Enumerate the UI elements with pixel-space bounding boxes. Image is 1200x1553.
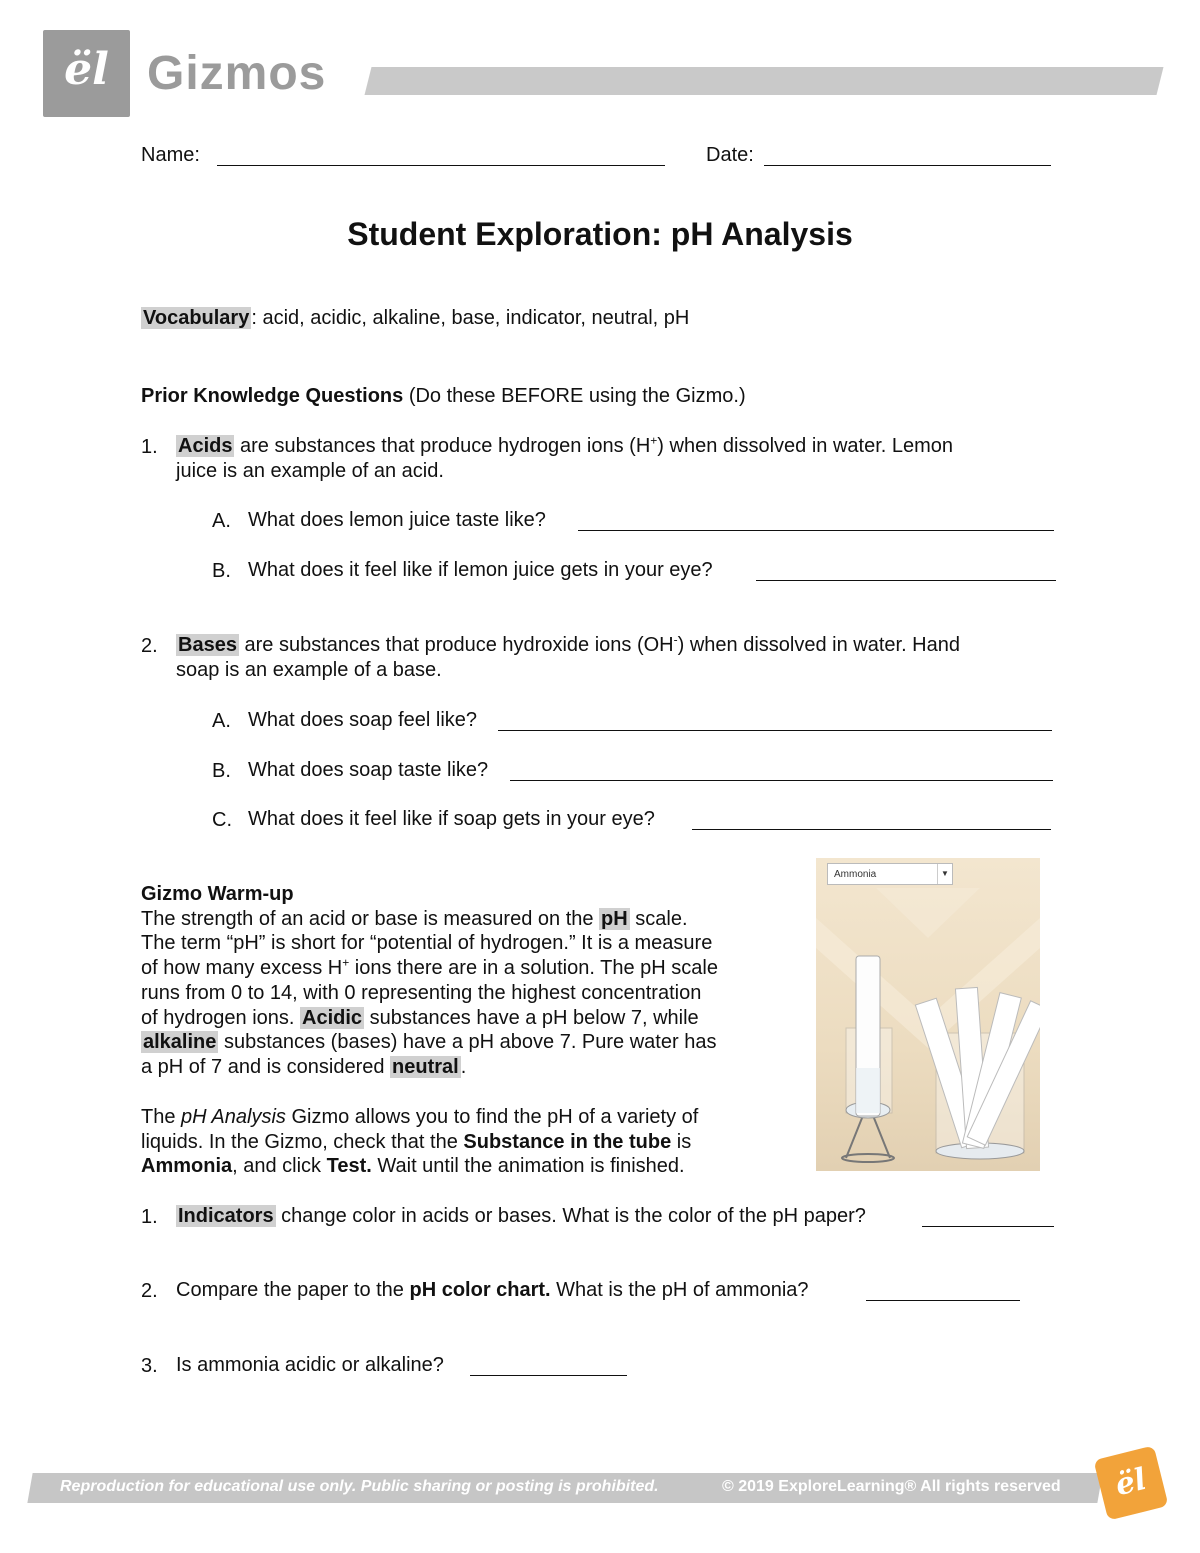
p2-l1b: Gizmo allows you to find the pH of a variety of [285, 1106, 699, 1128]
answer-field[interactable] [498, 710, 1052, 731]
p1-l7a: a pH of 7 and is considered [141, 1055, 391, 1078]
footer-notice: Reproduction for educational use only. Public sharing or posting is prohibited. [60, 1478, 659, 1495]
q1b-text: What does it feel like if lemon juice gets in your eye? [248, 559, 713, 581]
brand-name: Gizmos [147, 47, 327, 100]
date-field[interactable] [764, 145, 1051, 166]
answer-field[interactable] [470, 1355, 627, 1376]
answer-field[interactable] [692, 809, 1051, 830]
q2a-text: What does soap feel like? [248, 709, 478, 731]
warmup-paragraph-1 [141, 882, 718, 1080]
q1-line2: juice is an example of an acid. [176, 460, 444, 482]
p1-l2: The term “pH” is short for “potential of hydrogen.” It is a measure [141, 932, 713, 955]
sub-letter: B. [212, 560, 231, 582]
p1-l5b: substances have a pH below 7, while [364, 1006, 699, 1029]
q2-line2: soap is an example of a base. [176, 659, 442, 681]
q1-sup: + [650, 433, 658, 448]
p2-l1a: The [141, 1106, 182, 1128]
p1-l6b: substances (bases) have a pH above 7. Pure water has [218, 1031, 717, 1054]
explorelearning-logo-icon [1093, 1445, 1168, 1520]
warmup-heading: Gizmo Warm-up [141, 883, 294, 905]
sub-letter: C. [212, 809, 232, 831]
chevron-down-icon: ▼ [937, 864, 952, 884]
term-ph: pH [601, 907, 628, 930]
page-title: Student Exploration: pH Analysis [347, 216, 853, 252]
wq2-pre: Compare the paper to the [176, 1279, 410, 1301]
q2-sup: - [673, 632, 678, 647]
question-2-text [176, 633, 960, 683]
p2-l3a: , and click [232, 1155, 327, 1178]
sub-letter: A. [212, 710, 231, 732]
warmup-q2-text [176, 1278, 809, 1303]
q2-text-a: are substances that produce hydroxide ions (OH [238, 634, 674, 656]
vocabulary-label: Vocabulary [143, 307, 250, 329]
prior-note: (Do these BEFORE using the Gizmo.) [403, 385, 746, 407]
p1-l3b: ions there are in a solution. The pH scale [349, 957, 718, 980]
term-neutral: neutral [392, 1055, 459, 1078]
footer-copyright: © 2019 ExploreLearning® All rights reserved [722, 1478, 1061, 1495]
term-indicators: Indicators [178, 1205, 274, 1227]
vocabulary-terms: : acid, acidic, alkaline, base, indicator, neutral, pH [251, 307, 690, 329]
wq2-text: What is the pH of ammonia? [550, 1279, 809, 1301]
prior-heading-text: Prior Knowledge Questions [141, 385, 404, 407]
question-number: 1. [141, 436, 158, 458]
p2-italic: pH Analysis [181, 1106, 286, 1128]
footer-logo-glyph: ël [1111, 1461, 1150, 1504]
term-bases: Bases [178, 634, 237, 656]
question-number: 1. [141, 1206, 158, 1228]
p1-l3a: of how many excess H [141, 957, 343, 980]
warmup-paragraph-2 [141, 1105, 698, 1179]
answer-field[interactable] [922, 1206, 1054, 1227]
prior-knowledge-heading [141, 385, 746, 408]
sub-letter: A. [212, 510, 231, 532]
header-bar [365, 67, 1164, 95]
gizmos-logo [43, 30, 130, 117]
p1-l7b: . [460, 1055, 467, 1078]
name-label: Name: [141, 144, 200, 166]
wq2-bold: pH color chart. [409, 1279, 551, 1301]
question-1-text [176, 434, 953, 484]
p2-l3b: Wait until the animation is finished. [371, 1155, 685, 1178]
q1-text-b: ) when dissolved in water. Lemon [657, 435, 954, 457]
q2b-text: What does soap taste like? [248, 759, 489, 781]
p1-l1a: The strength of an acid or base is measured on the [141, 907, 600, 930]
p1-l5a: of hydrogen ions. [141, 1006, 300, 1029]
substance-select-value: Ammonia [834, 869, 877, 880]
q1a-text: What does lemon juice taste like? [248, 509, 546, 531]
p1-sup: + [342, 955, 350, 970]
q1-text-a: are substances that produce hydrogen ions (H [234, 435, 651, 457]
p2-bold: Substance in the tube [463, 1130, 672, 1153]
answer-field[interactable] [866, 1280, 1020, 1301]
question-number: 2. [141, 635, 158, 657]
warmup-q3-text: Is ammonia acidic or alkaline? [176, 1354, 444, 1376]
answer-field[interactable] [756, 560, 1056, 581]
wq1-text: change color in acids or bases. What is the color of the pH paper? [275, 1205, 866, 1227]
name-field[interactable] [217, 145, 665, 166]
question-number: 3. [141, 1355, 158, 1377]
term-alkaline: alkaline [143, 1031, 217, 1054]
q2-text-b: ) when dissolved in water. Hand [677, 634, 960, 656]
warmup-q1-text [176, 1204, 866, 1229]
p2-ammonia: Ammonia [141, 1155, 233, 1178]
answer-field[interactable] [578, 510, 1054, 531]
p1-l4: runs from 0 to 14, with 0 representing the highest concentration [141, 981, 702, 1004]
term-acids: Acids [178, 435, 233, 457]
p2-test: Test. [326, 1155, 372, 1178]
gizmo-illustration [816, 858, 1040, 1171]
gizmo-screenshot [816, 858, 1040, 1171]
vocabulary-line [141, 307, 689, 330]
date-label: Date: [706, 144, 754, 166]
p1-l1b: scale. [629, 907, 688, 930]
sub-letter: B. [212, 760, 231, 782]
q2c-text: What does it feel like if soap gets in your eye? [248, 808, 655, 830]
el-logo-icon: ël [64, 44, 109, 95]
term-acidic: Acidic [302, 1006, 363, 1029]
answer-field[interactable] [510, 760, 1053, 781]
p2-l2c: is [671, 1130, 692, 1153]
p2-l2a: liquids. In the Gizmo, check that the [141, 1130, 464, 1153]
substance-select[interactable] [827, 863, 953, 885]
question-number: 2. [141, 1280, 158, 1302]
